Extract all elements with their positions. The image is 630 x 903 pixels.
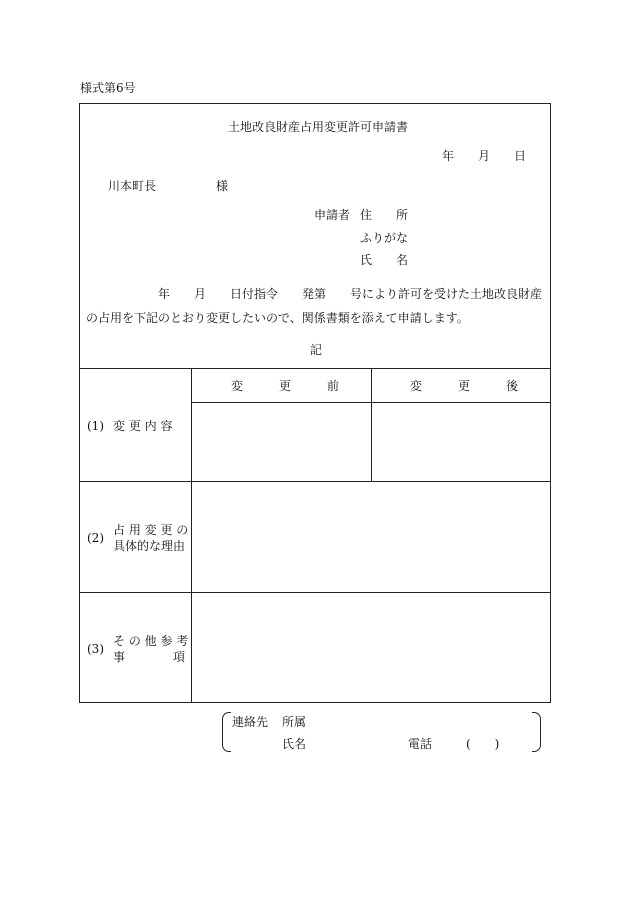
- row2-entry-cell[interactable]: [192, 482, 550, 591]
- row3-label-line1: そ の 他 参 考: [113, 634, 189, 648]
- column-header-after: 変 更 後: [410, 379, 519, 393]
- applicant-address-label: 住 所: [360, 208, 409, 222]
- table-top-rule: [79, 368, 551, 369]
- contact-phone-label: 電話: [408, 737, 433, 751]
- row1-label: 変 更 内 容: [113, 419, 173, 433]
- row2-label-line1: 占 用 変 更 の: [113, 523, 189, 537]
- row2-number: (2): [87, 531, 104, 545]
- contact-left-bracket: [222, 712, 231, 752]
- row1-after-cell[interactable]: [372, 403, 550, 480]
- row1-number: (1): [87, 419, 104, 433]
- row2-label-line2: 具体的な理由: [113, 539, 186, 553]
- column-header-before: 変 更 前: [231, 379, 340, 393]
- contact-right-bracket: [532, 712, 541, 752]
- ki-heading: 記: [310, 343, 323, 357]
- contact-name-label: 氏名: [282, 737, 307, 751]
- row3-label-line2: 事 項: [113, 650, 186, 664]
- contact-label: 連絡先: [232, 715, 269, 729]
- contact-phone-parens: ( ): [466, 737, 500, 751]
- applicant-name-label: 氏 名: [360, 253, 409, 267]
- form-number: 様式第6号: [80, 81, 136, 95]
- form-title: 土地改良財産占用変更許可申請書: [228, 120, 409, 134]
- row3-number: (3): [87, 642, 104, 656]
- date-line: 年 月 日: [442, 149, 527, 163]
- addressee: 川本町長 様: [108, 179, 229, 193]
- contact-affiliation-label: 所属: [282, 715, 307, 729]
- applicant-furigana-label: ふりがな: [360, 231, 409, 245]
- row3-entry-cell[interactable]: [192, 593, 550, 702]
- row1-before-cell[interactable]: [192, 403, 370, 480]
- applicant-label: 申請者: [314, 208, 351, 222]
- request-body-text: 年 月 日付指令 発第 号により許可を受けた土地改良財産の占用を下記のとおり変更したいので、関係書類を添えて申請します。: [86, 287, 543, 325]
